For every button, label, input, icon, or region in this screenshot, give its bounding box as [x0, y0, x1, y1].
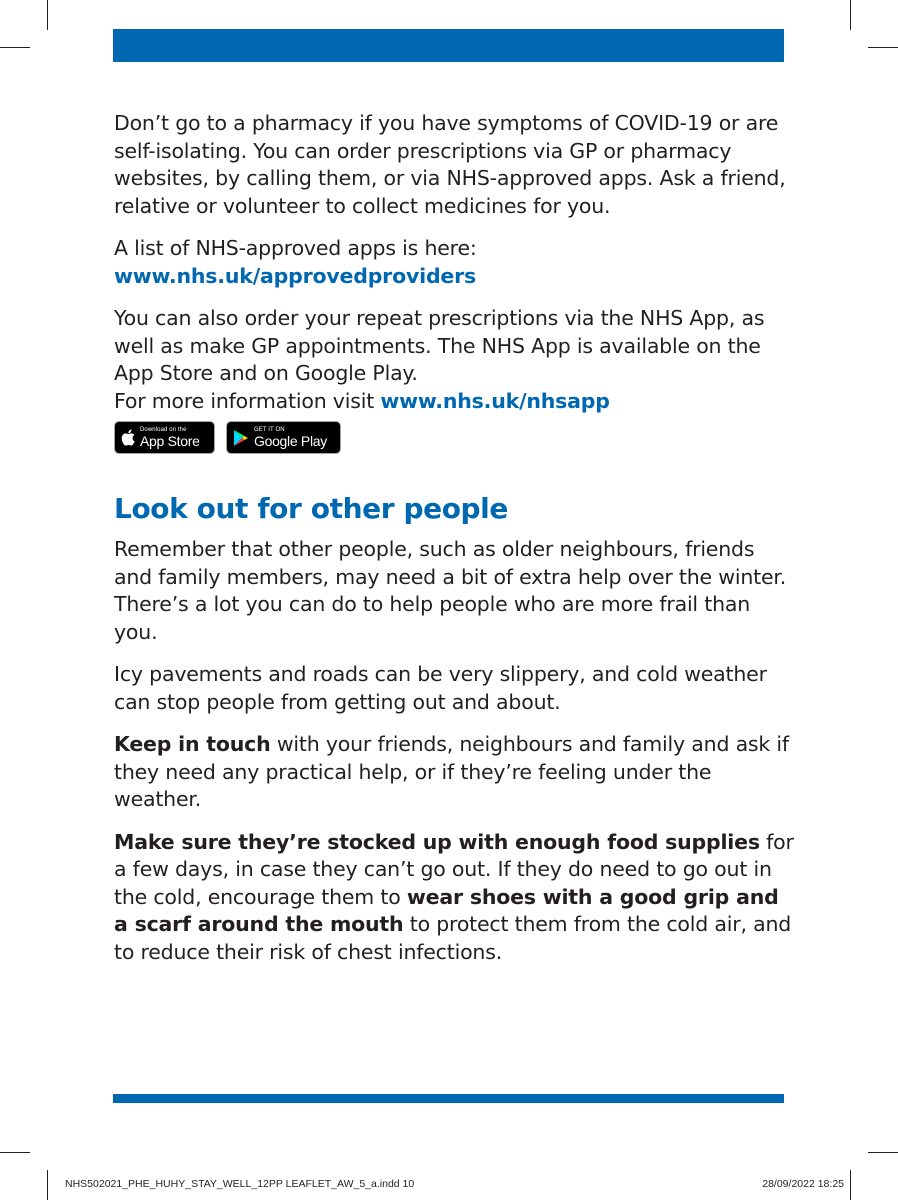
store-badges	[114, 421, 794, 454]
keep-in-touch-text: with your friends, neighbours and family and ask if they need any practical help, or if they’re feeling under the weather.	[114, 732, 789, 811]
stocked-up-text: for a few days, in case they can’t go out. If they do need to go out in the cold, encourage them to	[114, 829, 794, 909]
more-info-text: For more information visit	[114, 388, 375, 413]
crop-mark	[868, 47, 898, 48]
crop-mark	[868, 1152, 898, 1153]
approved-apps-text: A list of NHS-approved apps is here:	[114, 236, 477, 260]
protect-text: to protect them from the cold air, and to reduce their risk of chest infections.	[114, 912, 792, 964]
keep-in-touch-bold: Keep in touch	[114, 732, 271, 756]
nhs-app-link[interactable]: www.nhs.uk/nhsapp	[380, 388, 610, 413]
nhs-app-text: You can also order your repeat prescriptions via the NHS App, as well as make GP appointments. The NHS App is available on the App Store and on Google Play.	[114, 306, 765, 385]
app-store-label: App Store	[140, 433, 200, 449]
google-play-label: Google Play	[254, 433, 327, 449]
crop-mark	[850, 0, 851, 30]
page-content	[114, 110, 794, 981]
intro-paragraph-nhs-app	[114, 305, 794, 415]
stocked-up-bold: Make sure they’re stocked up with enough food supplies	[114, 829, 760, 854]
bottom-blue-bar	[113, 1094, 784, 1103]
approved-providers-link[interactable]: www.nhs.uk/approvedproviders	[114, 263, 477, 288]
section-paragraph-remember: Remember that other people, such as older neighbours, friends and family members, may need a bit of extra help over the winter. There’s a lot you can do to help people who are more frail than you.	[114, 537, 787, 644]
crop-mark	[0, 1152, 30, 1153]
crop-mark	[47, 0, 48, 30]
crop-mark	[850, 1170, 851, 1200]
section-paragraph-keep-in-touch	[114, 731, 794, 814]
section-paragraph-stocked-up	[114, 829, 794, 967]
google-play-badge[interactable]	[226, 421, 341, 454]
section-heading: Look out for other people	[114, 492, 508, 525]
intro-paragraph-pharmacy: Don’t go to a pharmacy if you have symptoms of COVID-19 or are self-isolating. You can order prescriptions via GP or pharmacy websites, by calling them, or via NHS-approved apps. Ask a friend, relative or volunteer to collect medicines for you.	[114, 111, 786, 218]
footer-timestamp: 28/09/2022 18:25	[762, 1178, 844, 1190]
app-store-small-label: Download on the	[140, 427, 187, 433]
google-play-icon	[233, 429, 249, 447]
crop-mark	[47, 1170, 48, 1200]
intro-paragraph-approved-apps	[114, 235, 794, 290]
google-play-small-label: GET IT ON	[254, 427, 285, 433]
app-store-badge[interactable]	[114, 421, 215, 454]
top-blue-bar	[113, 29, 784, 62]
shoes-scarf-bold: wear shoes with a good grip and a scarf around the mouth	[114, 884, 779, 936]
apple-icon	[121, 429, 135, 446]
section-paragraph-icy: Icy pavements and roads can be very slippery, and cold weather can stop people from getting out and about.	[114, 662, 767, 714]
crop-mark	[0, 47, 30, 48]
footer-filename: NHS502021_PHE_HUHY_STAY_WELL_12PP LEAFLET_AW_5_a.indd 10	[65, 1178, 415, 1190]
